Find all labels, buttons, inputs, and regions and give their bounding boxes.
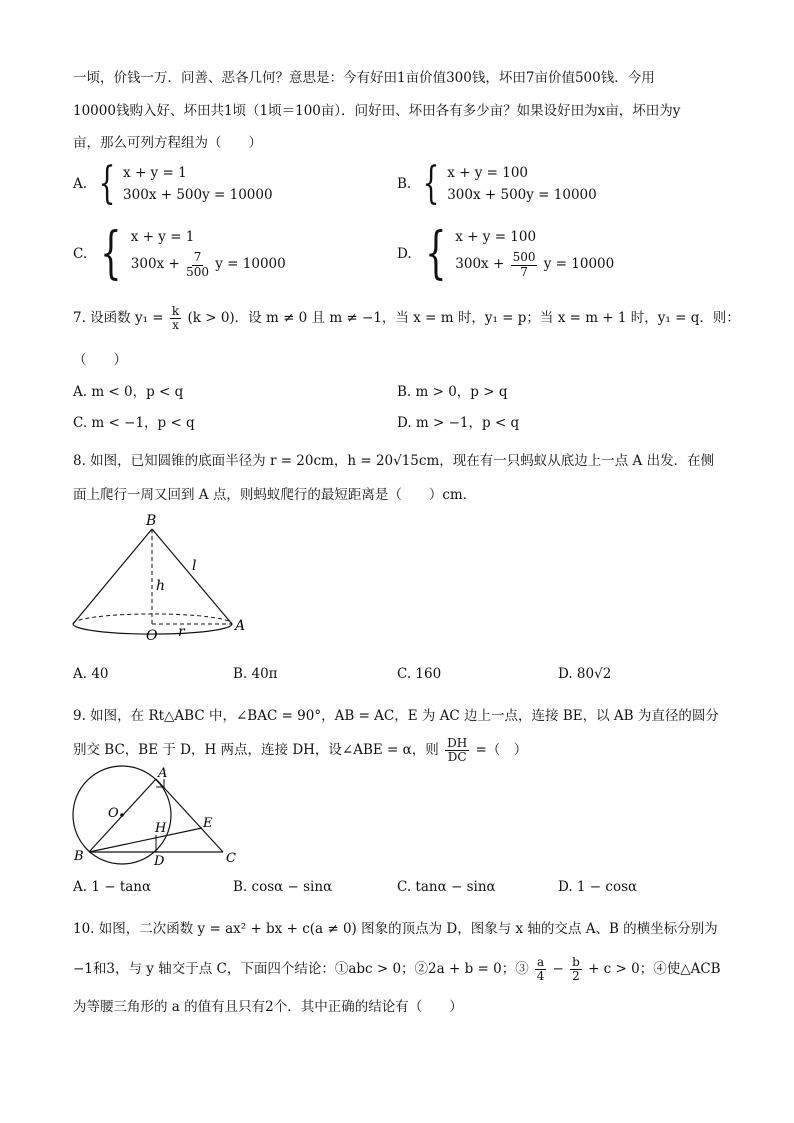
triangle-circle-figure — [60, 765, 250, 875]
q7-option-c[interactable]: C. m < −1，p < q — [73, 415, 195, 431]
q6-option-c[interactable] — [73, 221, 286, 286]
equation: 300x + $\frac{7}{500}$ y = 10000 — [130, 250, 286, 279]
fraction: $\frac{7}{500}$ — [186, 250, 209, 279]
label-B: B — [146, 513, 157, 529]
q8-option-c[interactable]: C. 160 — [397, 666, 442, 682]
q10-text-line2: −1和3，与 y 轴交于点 C，下面四个结论：①abc > 0；②2a + b = 0；③ $\frac{a}{4}$ − $\frac{b}{2}$ + c > 0；④使△ACB — [73, 955, 721, 984]
q9-option-c[interactable]: C. tanα − sinα — [397, 879, 496, 895]
label-H: H — [155, 821, 167, 836]
cone-left-edge — [73, 529, 152, 624]
q9-option-a[interactable]: A. 1 − tanα — [73, 879, 152, 895]
brace-icon: { — [98, 158, 116, 209]
q9-option-d[interactable]: D. 1 − cosα — [558, 879, 638, 895]
label-r: r — [178, 624, 185, 640]
option-label: A. — [73, 176, 88, 192]
q9-option-b[interactable]: B. cosα − sinα — [233, 879, 333, 895]
label-O: O — [108, 806, 119, 821]
q6-option-d[interactable] — [397, 221, 615, 286]
label-h: h — [156, 578, 166, 594]
q9-text-line1: 9. 如图，在 Rt△ABC 中，∠BAC = 90°，AB = AC，E 为 AC 边上一点，连接 BE，以 AB 为直径的圆分 — [73, 708, 719, 724]
equation: 300x + 500y = 10000 — [123, 187, 273, 203]
segment-BE — [89, 828, 202, 852]
cone-right-edge — [152, 529, 232, 624]
label-D: D — [154, 854, 165, 869]
equation: x + y = 100 — [455, 229, 537, 246]
label-E: E — [203, 816, 213, 831]
q8-text-line1: 8. 如图，已知圆锥的底面半径为 r = 20cm，h = 20√15cm，现在有一只蚂蚁从底边上一点 A 出发．在侧 — [73, 453, 715, 469]
equation: 300x + $\frac{500}{7}$ y = 10000 — [455, 250, 615, 279]
equation: x + y = 1 — [130, 229, 195, 246]
brace-icon: { — [424, 221, 447, 286]
option-label: C. — [73, 246, 88, 262]
equation: x + y = 100 — [447, 165, 529, 181]
fraction: $\frac{500}{7}$ — [512, 250, 536, 279]
equation: x + y = 1 — [123, 165, 187, 181]
segment-AC — [156, 779, 223, 852]
label-A: A — [158, 766, 168, 781]
q7-option-a[interactable]: A. m < 0，p < q — [73, 384, 184, 400]
q6-text-line1: 一顷，价钱一万．问善、恶各几何？意思是：今有好田1亩价值300钱，坏田7亩价值500钱．今用 — [73, 70, 655, 86]
q7-option-d[interactable]: D. m > −1，p < q — [397, 415, 520, 431]
label-B: B — [74, 849, 84, 864]
q7-text-line2: （ ） — [73, 352, 127, 368]
fraction: $\frac{b}{2}$ — [572, 955, 580, 984]
label-C: C — [226, 851, 236, 866]
q8-option-b[interactable]: B. 40π — [233, 666, 278, 682]
q9-text-line2: 别交 BC，BE 于 D，H 两点，连接 DH，设∠ABE = α，则 $\frac{DH}{DC}$ =（ ） — [73, 736, 528, 765]
fraction: $\frac{DH}{DC}$ — [447, 736, 468, 765]
cone-figure — [60, 510, 260, 650]
q8-option-d[interactable]: D. 80√2 — [558, 666, 612, 682]
label-A: A — [235, 618, 246, 634]
option-label: B. — [397, 176, 412, 192]
option-label: D. — [397, 246, 412, 262]
fraction: $\frac{a}{4}$ — [536, 955, 545, 984]
label-O: O — [146, 628, 158, 644]
q7-text-line1: 7. 设函数 y₁ = $\frac{k}{x}$ (k > 0)．设 m ≠ 0 且 m ≠ −1，当 x = m 时，y₁ = p；当 x = m + 1 时，y₁ = q．则： — [73, 304, 740, 333]
q7-option-b[interactable]: B. m > 0，p > q — [397, 384, 508, 400]
q6-option-b[interactable] — [397, 158, 597, 209]
fraction: $\frac{k}{x}$ — [171, 304, 180, 333]
center-dot — [120, 813, 124, 817]
q6-option-a[interactable] — [73, 158, 273, 209]
q8-text-line2: 面上爬行一周又回到 A 点，则蚂蚁爬行的最短距离是（ ）cm． — [73, 487, 477, 503]
brace-icon: { — [100, 221, 122, 286]
q10-text-line1: 10. 如图，二次函数 y = ax² + bx + c(a ≠ 0) 图象的顶点为 D，图象与 x 轴的交点 A、B 的横坐标分别为 — [73, 921, 718, 937]
label-l: l — [192, 558, 197, 574]
equation: 300x + 500y = 10000 — [447, 187, 597, 203]
brace-icon: { — [422, 158, 440, 209]
q6-text-line2: 10000钱购入好、坏田共1顷（1顷＝100亩）．问好田、坏田各有多少亩？如果设好田为x亩，坏田为y — [73, 103, 681, 119]
q10-text-line3: 为等腰三角形的 a 的值有且只有2个．其中正确的结论有（ ） — [73, 999, 463, 1015]
q8-option-a[interactable]: A. 40 — [73, 666, 109, 682]
q6-text-line3: 亩，那么可列方程组为（ ） — [73, 135, 262, 151]
